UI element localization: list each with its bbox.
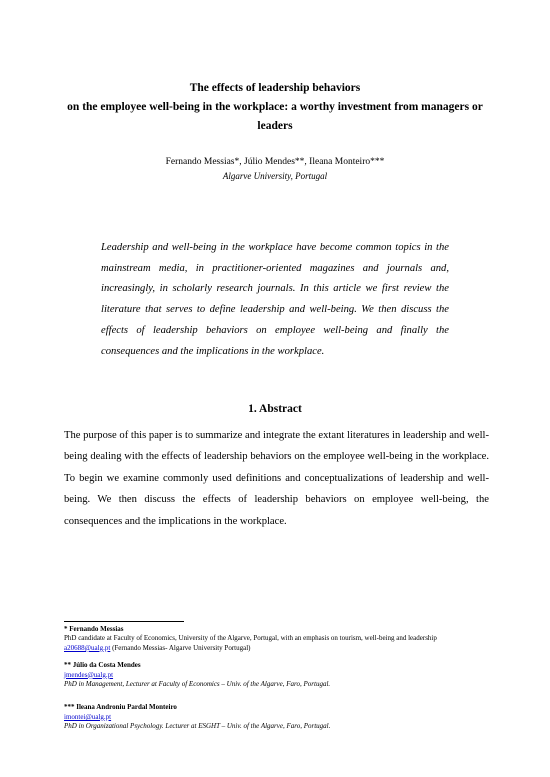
title-line-1: The effects of leadership behaviors [189, 82, 361, 94]
footnote-name: * Fernando Messias [64, 625, 124, 633]
affiliation: Algarve University, Portugal [222, 171, 328, 181]
section-heading-abstract: 1. Abstract [248, 403, 302, 415]
paper-title [40, 79, 510, 136]
footnote-monteiro [64, 703, 494, 731]
footnote-name: ** Júlio da Costa Mendes [64, 661, 141, 670]
email-link[interactable]: imontei@ualg.pt [64, 712, 112, 721]
footnote-name: *** Ileana Androniu Pardal Monteiro [64, 703, 177, 712]
email-link[interactable]: a20688@ualg.pt [64, 643, 111, 652]
title-line-3: leaders [257, 120, 293, 132]
footnotes [64, 625, 494, 740]
summary-paragraph: Leadership and well-being in the workplace have become common topics in the mainstream media, in practitioner-oriented magazines and journals and, increasingly, in scholarly research journals. In this article we first review the literature that serves to define leadership and well-being. We then discuss the effects of leadership behaviors on employee well-being and finally the consequences and the implications in the workplace. [101, 242, 449, 357]
footnote-mendes [64, 661, 494, 689]
footnote-role: PhD in Organizational Psychology. Lecturer at ESGHT – Univ. of the Algarve, Faro, Portugal. [64, 722, 331, 731]
footnote-role: PhD in Management, Lecturer at Faculty of Economics – Univ. of the Algarve, Faro, Portugal. [64, 680, 331, 689]
title-line-2: on the employee well-being in the workplace: a worthy investment from managers or [67, 101, 483, 113]
footnote-messias [64, 625, 494, 653]
footnote-contact [64, 644, 494, 653]
footnote-divider [64, 621, 184, 622]
abstract-paragraph: The purpose of this paper is to summarize and integrate the extant literatures in leadership and well-being dealing with the effects of leadership behaviors on the employee well-being in the workplace. To begin we examine commonly used definitions and conceptualizations of leadership and well-being. We then discuss the effects of leadership behaviors on employee well-being, the consequences and the implications in the workplace. [64, 430, 489, 527]
email-note: (Fernando Messias- Algarve University Portugal) [110, 643, 251, 652]
email-link[interactable]: jmendes@ualg.pt [64, 670, 114, 679]
author-list: Fernando Messias*, Júlio Mendes**, Ileana Monteiro*** [165, 157, 385, 167]
footnote-description: PhD candidate at Faculty of Economics, University of the Algarve, Portugal, with an emphasis on tourism, well-being and leadership [64, 634, 437, 643]
